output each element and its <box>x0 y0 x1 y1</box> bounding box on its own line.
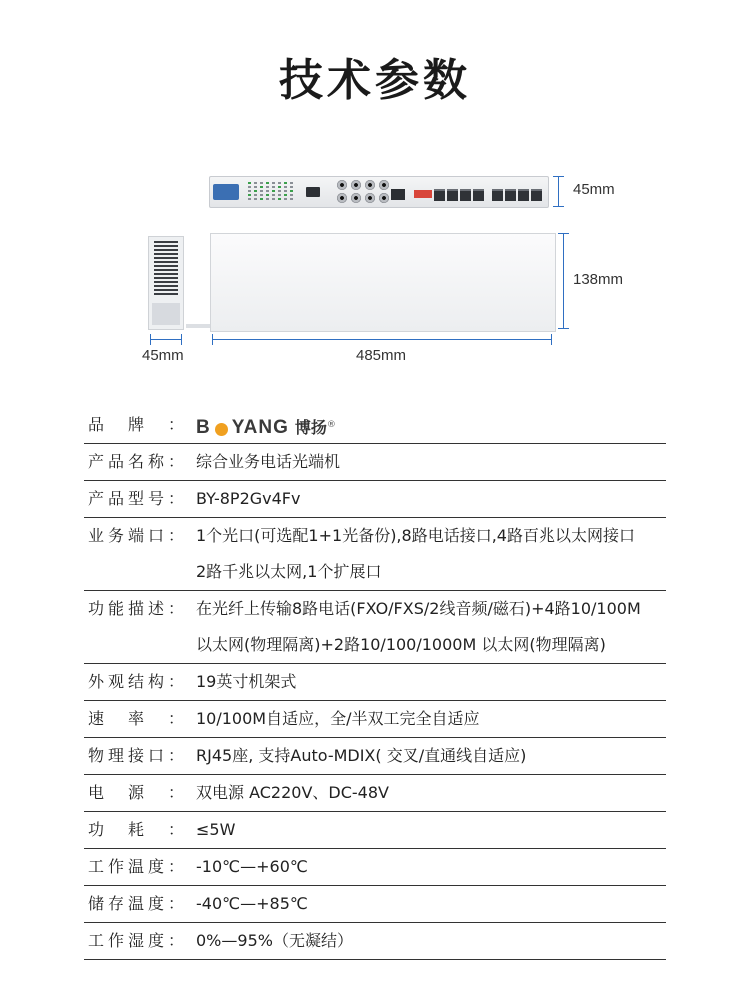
spec-label: 物理接口： <box>88 746 184 765</box>
ethernet-port-icon <box>473 189 484 201</box>
led-icon <box>290 182 293 184</box>
led-icon <box>260 198 263 200</box>
led-icon <box>248 194 251 196</box>
spec-row <box>84 886 666 923</box>
spec-row <box>84 812 666 849</box>
led-icon <box>278 182 281 184</box>
led-icon <box>272 190 275 192</box>
spec-value: 综合业务电话光端机 <box>196 452 341 471</box>
led-icon <box>290 194 293 196</box>
spec-label: 工作温度： <box>88 857 184 876</box>
spec-row <box>84 554 666 591</box>
led-icon <box>248 198 251 200</box>
ethernet-port-icon <box>531 189 542 201</box>
spec-label: 功耗： <box>88 820 184 839</box>
dimension-side-width: 45mm <box>142 347 184 364</box>
spec-label: 产品名称： <box>88 452 184 471</box>
telephone-port-icon <box>379 193 389 203</box>
led-icon <box>272 182 275 184</box>
led-icon <box>260 186 263 188</box>
led-icon <box>272 198 275 200</box>
spec-value: 在光纤上传输8路电话(FXO/FXS/2线音频/磁石)+4路10/100M <box>196 599 641 618</box>
spec-value: -10℃—+60℃ <box>196 857 308 876</box>
led-icon <box>284 186 287 188</box>
spec-label: 电源： <box>88 783 184 802</box>
page-title: 技术参数 <box>279 55 471 106</box>
registered-mark: ® <box>326 420 336 430</box>
dimension-depth: 138mm <box>573 271 624 288</box>
spec-label: 产品型号： <box>88 489 184 508</box>
telephone-port-icon <box>351 180 361 190</box>
led-icon <box>254 182 257 184</box>
led-icon <box>266 194 269 196</box>
led-icon <box>278 198 281 200</box>
led-icon <box>254 186 257 188</box>
telephone-port-icon <box>379 180 389 190</box>
spec-row <box>84 407 666 444</box>
spec-row <box>84 444 666 481</box>
spec-row <box>84 627 666 664</box>
spec-value: BY-8P2Gv4Fv <box>196 489 301 508</box>
dimension-front-height: 45mm <box>573 181 615 198</box>
telephone-port-icon <box>337 180 347 190</box>
telephone-port-icon <box>365 193 375 203</box>
spec-row <box>84 591 666 627</box>
spec-table <box>84 407 666 960</box>
dimension-tick <box>150 334 151 345</box>
device-front-panel <box>209 176 549 208</box>
spec-value: 以太网(物理隔离)+2路10/100/1000M 以太网(物理隔离) <box>196 635 606 654</box>
spec-row <box>84 664 666 701</box>
spec-value: 19英寸机架式 <box>196 672 297 691</box>
led-icon <box>248 190 251 192</box>
spec-row <box>84 849 666 886</box>
dimension-tick <box>553 176 564 177</box>
led-icon <box>266 198 269 200</box>
dimension-tick <box>558 328 569 329</box>
led-icon <box>254 198 257 200</box>
brand-o-icon <box>215 423 228 436</box>
brand-letter-b: B <box>196 417 211 439</box>
ethernet-port-icon <box>460 189 471 201</box>
spec-row <box>84 701 666 738</box>
brand-letters: YANG <box>231 417 289 439</box>
led-icon <box>272 194 275 196</box>
telephone-port-icon <box>365 180 375 190</box>
spec-value: 0%—95%（无凝结） <box>196 931 353 950</box>
device-top-view <box>210 233 556 332</box>
dimension-tick <box>212 334 213 345</box>
dimension-line-side-width <box>150 339 182 340</box>
spec-row <box>84 481 666 518</box>
spec-value: 双电源 AC220V、DC-48V <box>196 783 389 802</box>
dimension-tick <box>551 334 552 345</box>
spec-label: 功能描述： <box>88 599 184 618</box>
spec-row <box>84 775 666 812</box>
telephone-port-icon <box>351 193 361 203</box>
spec-value: 1个光口(可选配1+1光备份),8路电话接口,4路百兆以太网接口 <box>196 526 635 545</box>
led-icon <box>272 186 275 188</box>
brand-logo-mark <box>196 410 289 446</box>
spec-row <box>84 738 666 775</box>
ethernet-port-icon <box>492 189 503 201</box>
fiber-port-icon <box>306 187 320 197</box>
led-icon <box>266 182 269 184</box>
led-icon <box>284 198 287 200</box>
side-bracket <box>152 303 180 325</box>
spec-label: 品牌： <box>88 415 184 434</box>
led-icon <box>248 182 251 184</box>
ethernet-port-icon <box>505 189 516 201</box>
led-icon <box>290 190 293 192</box>
dimension-tick <box>181 334 182 345</box>
spec-row <box>84 518 666 554</box>
dimension-width: 485mm <box>356 347 407 364</box>
ethernet-port-icon <box>518 189 529 201</box>
spec-label: 储存温度： <box>88 894 184 913</box>
led-icon <box>254 190 257 192</box>
panel-logo-icon <box>213 184 239 200</box>
telephone-port-icon <box>337 193 347 203</box>
dimension-tick <box>558 233 569 234</box>
spec-value: -40℃—+85℃ <box>196 894 308 913</box>
dimension-line-depth <box>563 233 564 329</box>
ethernet-port-icon <box>434 189 445 201</box>
spec-value: 10/100M自适应，全/半双工完全自适应 <box>196 709 480 728</box>
dimension-line-front-height <box>558 176 559 207</box>
led-icon <box>278 194 281 196</box>
ethernet-port-icon <box>447 189 458 201</box>
spec-label: 速率： <box>88 709 184 728</box>
panel-led-array <box>248 182 300 202</box>
dimension-line-width <box>212 339 552 340</box>
led-icon <box>260 182 263 184</box>
led-icon <box>290 186 293 188</box>
brand-chinese-name: 博扬 <box>294 418 327 438</box>
spec-row <box>84 923 666 960</box>
led-icon <box>284 190 287 192</box>
vent-icon <box>154 241 178 297</box>
spec-value: 2路千兆以太网,1个扩展口 <box>196 562 382 581</box>
led-icon <box>284 194 287 196</box>
led-icon <box>266 186 269 188</box>
led-icon <box>278 186 281 188</box>
led-icon <box>260 194 263 196</box>
spec-label: 业务端口： <box>88 526 184 545</box>
spec-value: ≤5W <box>196 820 236 839</box>
dimension-tick <box>553 206 564 207</box>
console-port-icon <box>391 189 405 200</box>
led-icon <box>248 186 251 188</box>
spec-label: 工作湿度： <box>88 931 184 950</box>
spec-label: 外观结构： <box>88 672 184 691</box>
led-icon <box>266 190 269 192</box>
device-side-view <box>148 236 184 330</box>
led-icon <box>284 182 287 184</box>
led-icon <box>278 190 281 192</box>
dip-switch-icon <box>414 190 432 198</box>
led-icon <box>260 190 263 192</box>
led-icon <box>290 198 293 200</box>
led-icon <box>254 194 257 196</box>
brand-logo <box>196 407 666 446</box>
spec-value: RJ45座, 支持Auto-MDIX( 交叉/直通线自适应) <box>196 746 527 765</box>
